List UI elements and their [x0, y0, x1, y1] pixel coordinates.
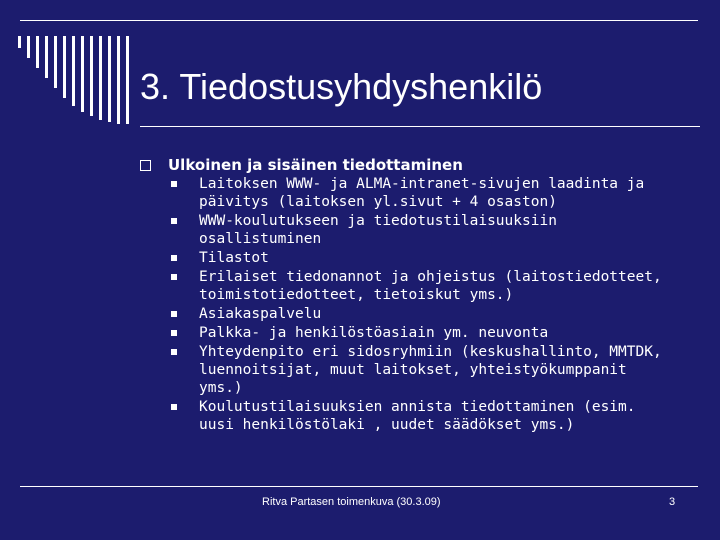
footer-rule	[20, 486, 698, 487]
footer-text: Ritva Partasen toimenkuva (30.3.09)	[262, 496, 441, 508]
square-bullet-icon	[171, 255, 177, 261]
square-bullet-icon	[171, 349, 177, 355]
top-rule	[20, 20, 698, 21]
square-bullet-icon	[171, 311, 177, 317]
slide-title: 3. Tiedostusyhdyshenkilö	[140, 66, 543, 107]
slide-content	[140, 156, 700, 434]
square-bullet-icon	[171, 218, 177, 224]
square-bullet-icon	[171, 330, 177, 336]
sub-bullet-list	[171, 175, 700, 434]
list-item: Erilaiset tiedonannot ja ohjeistus (laitostiedotteet, toimistotiedotteet, tietoiskut yms.)	[171, 268, 700, 304]
main-bullet	[140, 156, 700, 174]
list-item: WWW-koulutukseen ja tiedotustilaisuuksiin osallistuminen	[171, 212, 700, 248]
list-item: Koulutustilaisuuksien annista tiedottaminen (esim. uusi henkilöstölaki , uudet säädökset yms.)	[171, 398, 700, 434]
main-bullet-text: Ulkoinen ja sisäinen tiedottaminen	[168, 156, 463, 174]
square-bullet-icon	[171, 274, 177, 280]
square-bullet-icon	[171, 181, 177, 187]
list-item: Tilastot	[171, 249, 700, 267]
list-item: Laitoksen WWW- ja ALMA-intranet-sivujen laadinta ja päivitys (laitoksen yl.sivut + 4 osaston)	[171, 175, 700, 211]
square-bullet-icon	[171, 404, 177, 410]
title-rule	[140, 126, 700, 127]
list-item: Asiakaspalvelu	[171, 305, 700, 323]
list-item: Palkka- ja henkilöstöasiain ym. neuvonta	[171, 324, 700, 342]
list-item: Yhteydenpito eri sidosryhmiin (keskushallinto, MMTDK, luennoitsijat, muut laitokset, yhteistyökumppanit yms.)	[171, 343, 700, 397]
hollow-square-bullet-icon	[140, 160, 151, 171]
page-number: 3	[669, 496, 676, 508]
decorative-stripes	[18, 36, 148, 136]
